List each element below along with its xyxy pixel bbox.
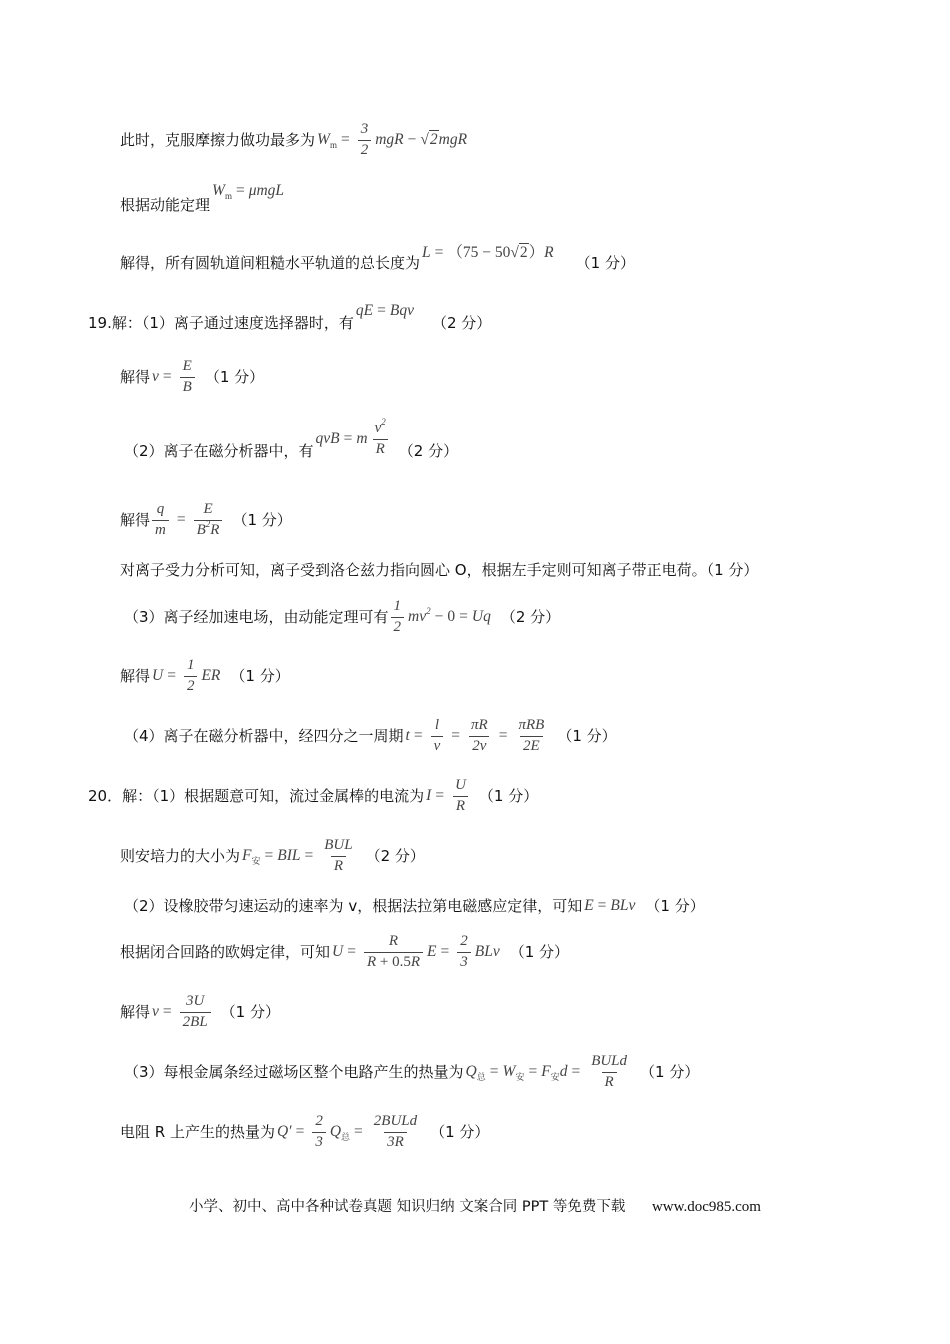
formula-kinetic-energy-theorem: $W_m = \mu mgL$	[212, 182, 285, 202]
score-label: （2 分）	[365, 846, 425, 865]
line-text: （4）离子在磁分析器中，经四分之一周期	[124, 726, 404, 745]
fraction: $\frac{\text{BULd}}{R}$	[591, 1052, 628, 1090]
fraction: $\frac{\text{πRB}}{2E}$	[518, 716, 545, 754]
solution-line	[124, 896, 705, 916]
formula-q-total: $Q_总$ =	[329, 1123, 363, 1143]
solution-line	[88, 302, 491, 332]
score-label: （1 分）	[220, 1002, 280, 1021]
solution-line	[120, 834, 425, 878]
formula-e: E =	[427, 943, 450, 961]
formula-total-length: L = （75 − 50√2）R	[422, 244, 554, 262]
line-text: 20．解：（1）根据题意可知，流过金属棒的电流为	[88, 786, 425, 805]
formula-magnetic-analyzer: qvB = m	[315, 430, 368, 448]
line-text: 电阻 R 上产生的热量为	[120, 1122, 275, 1141]
fraction: $\frac{\text{BUL}}{R}$	[324, 836, 353, 874]
solution-line	[120, 498, 292, 542]
score-label: （2 分）	[500, 607, 561, 626]
formula-u: U =	[332, 943, 356, 961]
footer-text: 小学、初中、高中各种试卷真题 知识归纳 文案合同 PPT 等免费下载	[189, 1199, 626, 1215]
score-label: （1 分）	[640, 1062, 700, 1081]
fraction: $\frac{q}{m}$	[152, 502, 169, 539]
formula-v: v =	[152, 1003, 172, 1021]
formula-ampere-force: $F_安$ = BIL =	[242, 847, 314, 867]
line-text: 解得	[120, 1002, 151, 1021]
fraction: $\frac{3U}{2BL}$	[180, 994, 211, 1031]
formula-velocity-selector: qE = Bqv	[355, 302, 414, 320]
solution-line	[120, 122, 469, 158]
formula-equals: =	[498, 727, 508, 745]
solution-line	[120, 560, 758, 580]
score-label: （1 分）	[478, 786, 539, 805]
solution-line	[88, 774, 538, 818]
line-text: （2）设橡胶带匀速运动的速率为 v，根据法拉第电磁感应定律，可知	[124, 896, 583, 915]
formula-emf: E = BLv	[584, 897, 636, 915]
line-text: （3）每根金属条经过磁场区整个电路产生的热量为	[124, 1062, 464, 1081]
line-text: 根据闭合回路的欧姆定律，可知	[120, 942, 331, 961]
score-label: （1 分）	[204, 367, 265, 386]
fraction: $\frac{E}{B^2R}$	[194, 502, 223, 539]
solution-line	[120, 355, 264, 399]
fraction: $\frac{\pi R}{2v}$	[471, 716, 488, 754]
score-label: （1 分）	[230, 666, 290, 685]
footer-link[interactable]: www.doc985.com	[651, 1199, 761, 1215]
formula-equals: =	[451, 727, 461, 745]
line-text: （3）离子经加速电场，由动能定理可有	[124, 607, 389, 626]
solution-line	[124, 1050, 699, 1094]
formula-blv: BLv	[474, 943, 500, 961]
formula-equals: =	[176, 511, 186, 529]
fraction: $\frac{3}{2}$	[358, 122, 372, 159]
solution-line	[124, 595, 560, 639]
formula-i: I =	[426, 787, 445, 805]
solution-line	[120, 990, 280, 1034]
line-text: 此时，克服摩擦力做功最多为	[120, 130, 316, 149]
solution-line	[124, 714, 617, 758]
line-text: 则安培力的大小为	[120, 846, 241, 865]
fraction: $\frac{l}{v}$	[431, 718, 444, 755]
fraction: $\frac{v^2}{R}$	[374, 416, 386, 457]
solution-line	[120, 930, 569, 974]
fraction: $\frac{\text{2BULd}}{3R}$	[373, 1112, 418, 1150]
fraction: $\frac{U}{R}$	[452, 778, 469, 815]
line-text: 根据动能定理	[120, 195, 211, 214]
formula-u: U =	[152, 667, 176, 685]
formula-continued: mgR − √2mgR	[375, 131, 468, 149]
score-label: （1 分）	[575, 253, 635, 272]
score-label: （2 分）	[431, 313, 492, 332]
line-text: 对离子受力分析可知，离子受到洛仑兹力指向圆心 O，根据左手定则可知离子带正电荷。（1 分）	[120, 560, 759, 579]
line-text: 解得	[120, 367, 151, 386]
fraction: $\frac{1}{2}$	[391, 599, 405, 636]
score-label: （2 分）	[398, 441, 459, 460]
formula-max-friction-work: $W_m$ =	[317, 131, 350, 151]
line-text: 19.解：（1）离子通过速度选择器时，有	[88, 313, 354, 332]
formula-q-prime: Q′ =	[276, 1123, 305, 1141]
score-label: （1 分）	[645, 896, 705, 915]
solution-line	[120, 242, 635, 272]
score-label: （1 分）	[232, 510, 292, 529]
formula-kinetic-energy: $mv^2 - 0 = Uq$	[408, 606, 491, 626]
fraction: $\frac{E}{B}$	[180, 359, 195, 396]
line-text: （2）离子在磁分析器中，有	[124, 441, 314, 460]
line-text: 解得	[120, 510, 151, 529]
formula-total-heat: $Q_总 = W_安 = F_安d$ =	[465, 1063, 581, 1083]
formula-er: ER	[201, 667, 221, 685]
formula-t: t =	[405, 727, 423, 745]
formula-v: v =	[152, 368, 172, 386]
fraction: $\frac{R}{R + 0.5R}$	[364, 934, 423, 971]
line-text: 解得，所有圆轨道间粗糙水平轨道的总长度为	[120, 253, 421, 272]
fraction: $\frac{2}{3}$	[457, 934, 471, 971]
fraction: $\frac{2}{3}$	[312, 1114, 326, 1151]
solution-line	[120, 1110, 489, 1154]
score-label: （1 分）	[557, 726, 617, 745]
solution-line	[120, 182, 286, 212]
line-text: 解得	[120, 666, 151, 685]
score-label: （1 分）	[509, 942, 570, 961]
solution-line	[120, 654, 290, 698]
solution-line	[124, 414, 458, 464]
page-footer	[0, 1195, 950, 1216]
fraction: $\frac{1}{2}$	[184, 658, 198, 695]
score-label: （1 分）	[430, 1122, 490, 1141]
